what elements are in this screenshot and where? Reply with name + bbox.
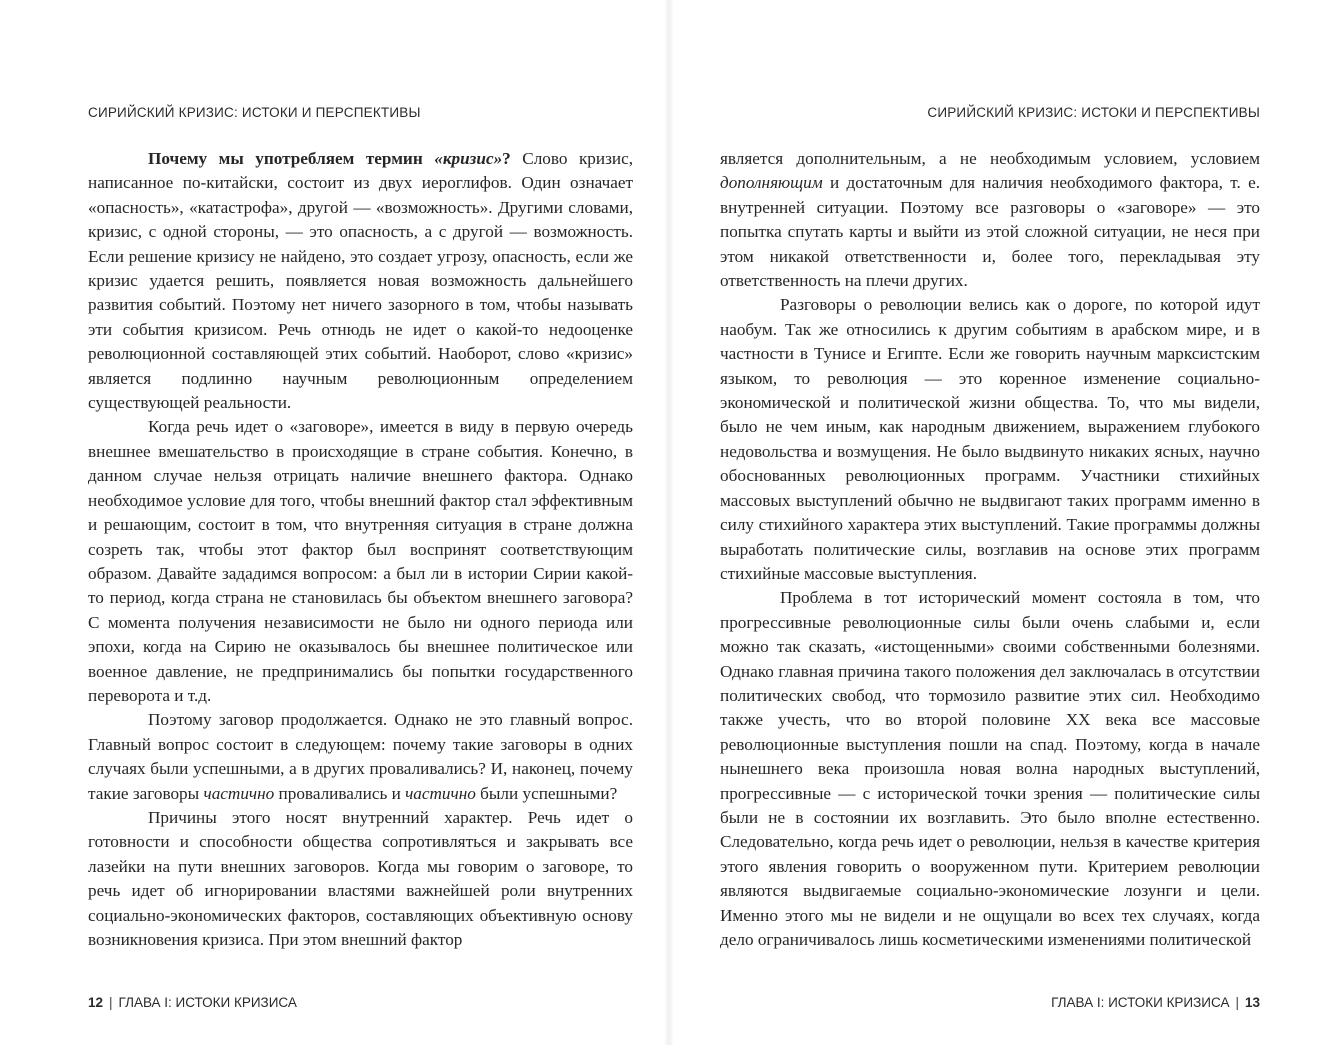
emphasis: дополняющим xyxy=(720,173,823,193)
paragraph: Причины этого носят внутренний характер. Речь идет о готовности и способности общества сопротивляться и закрывать все лазейки на пути внешних заговоров. Когда мы говорим о заговоре, то речь идет об игнорировании властями важнейшей роли внутренних социально-экономических факторов, составляющих объективную основу возникновения кризиса. При этом внешний фактор xyxy=(88,807,633,949)
paragraph: Почему мы употребляем термин «кризис»? Слово кризис, написанное по-китайски, состоит из двух иероглифов. Один означает «опасность», «катастрофа», другой — «возможность». Другими словами, кризис, с одной стороны, — это опасность, а с другой — возможность. Если решение кризису не найдено, это создает угрозу, опасность, если же кризис удается решить, появляется новая возможность дальнейшего развития событий. Поэтому нет ничего зазорного в том, чтобы называть эти события кризисом. Речь отнюдь не идет о какой-то недооценке революционной составляющей этих событий. Наоборот, слово «кризис» является подлинно научным революционным определением существующей реальности. xyxy=(88,149,634,413)
paragraph: Проблема в тот исторический момент состояла в том, что прогрессивные революционные силы были очень слабыми и, если можно так сказать, «истощенными» своими собственными болезнями. Однако главная причина такого положения дел заключалась в отсутствии политических свобод, что тормозило развитие этих сил. Необходимо также учесть, что во второй половине XX века все массовые революционные выступления пошли на спад. Поэтому, когда в начале нынешнего века произошла новая волна народных выступлений, прогрессивные — с исторической точки зрения — политические силы были не в состоянии их возглавить. Это было вполне естественно. Следовательно, когда речь идет о революции, нельзя в качестве критерия этого явления говорить о вооруженном пути. Критерием революции являются выдвигаемые социально-экономические лозунги и цели. Именно этого мы не видели и не ощущали во всех тех случаях, когда дело ограничивалось лишь косметическими изменениями политической xyxy=(720,588,1260,949)
page-number: 12 xyxy=(88,995,104,1010)
running-head: СИРИЙСКИЙ КРИЗИС: ИСТОКИ И ПЕРСПЕКТИВЫ xyxy=(88,105,421,120)
paragraph: Разговоры о революции велись как о дороге, по которой идут наобум. Так же относились к другим событиям в арабском мире, и в частности в Тунисе и Египте. Если же говорить научным марксистским языком, то революция — это коренное изменение социально-экономической и политической жизни общества. То, что мы видели, было не чем иным, как народным движением, выражением глубокого недовольства и возмущения. Не было выдвинуто никаких ясных, научно обоснованных революционных программ. Участники стихийных массовых выступлений обычно не выдвигают таких программ именно в силу стихийного характера этих выступлений. Такие программы должны выработать политические силы, возглавив на основе этих программ стихийные массовые выступления. xyxy=(720,295,1260,583)
emphasis: «кризис» xyxy=(434,149,503,168)
emphasis: частично xyxy=(405,783,476,803)
page-footer xyxy=(720,995,1260,1010)
chapter-title: ГЛАВА I: ИСТОКИ КРИЗИСА xyxy=(1051,995,1230,1010)
paragraph: Когда речь идет о «заговоре», имеется в виду в первую очередь внешнее вмешательство в происходящие в стране события. Конечно, в данном случае нельзя отрицать наличие внешнего фактора. Однако необходимое условие для того, чтобы внешний фактор стал эффективным и решающим, состоит в том, что внутренняя ситуация в стране должна созреть так, чтобы этот фактор был воспринят соответствующим образом. Давайте зададимся вопросом: а был ли в истории Сирии какой-то период, когда страна не становилась бы объектом внешнего заговора? С момента получения независимости не было ни одного периода или эпохи, когда на Сирию не оказывалось бы внешнее политическое или военное давление, не предпринимались бы попытки государственного переворота и т.д. xyxy=(88,417,633,705)
page-footer xyxy=(88,995,633,1010)
emphasis: частично xyxy=(203,783,275,803)
right-page xyxy=(720,0,1260,1045)
chapter-title: ГЛАВА I: ИСТОКИ КРИЗИСА xyxy=(118,995,297,1010)
running-head: СИРИЙСКИЙ КРИЗИС: ИСТОКИ И ПЕРСПЕКТИВЫ xyxy=(927,105,1260,120)
paragraph: Поэтому заговор продолжается. Однако не это главный вопрос. Главный вопрос состоит в следующем: почему такие заговоры в одних случаях были успешными, а в других проваливались? И, наконец, почему такие заговоры частично проваливались и частично были успешными? xyxy=(88,710,633,803)
page-number: 13 xyxy=(1244,995,1260,1010)
folio-separator: | xyxy=(1235,995,1239,1010)
paragraph: является дополнительным, а не необходимым условием, условием дополняющим и достаточным для наличия необходимого фактора, т. е. внутренней ситуации. Поэтому все разговоры о «заговоре» — это попытка спутать карты и выйти из этой сложной ситуации, не неся при этом никакой ответственности и, более того, перекладывая эту ответственность на плечи других. xyxy=(720,149,1260,291)
bold-lead-in: Почему мы употребляем термин «кризис»? xyxy=(148,149,511,168)
left-page xyxy=(88,0,633,1045)
body-text xyxy=(720,147,1260,952)
folio-separator: | xyxy=(109,995,113,1010)
book-gutter xyxy=(664,0,674,1045)
body-text xyxy=(88,147,633,952)
